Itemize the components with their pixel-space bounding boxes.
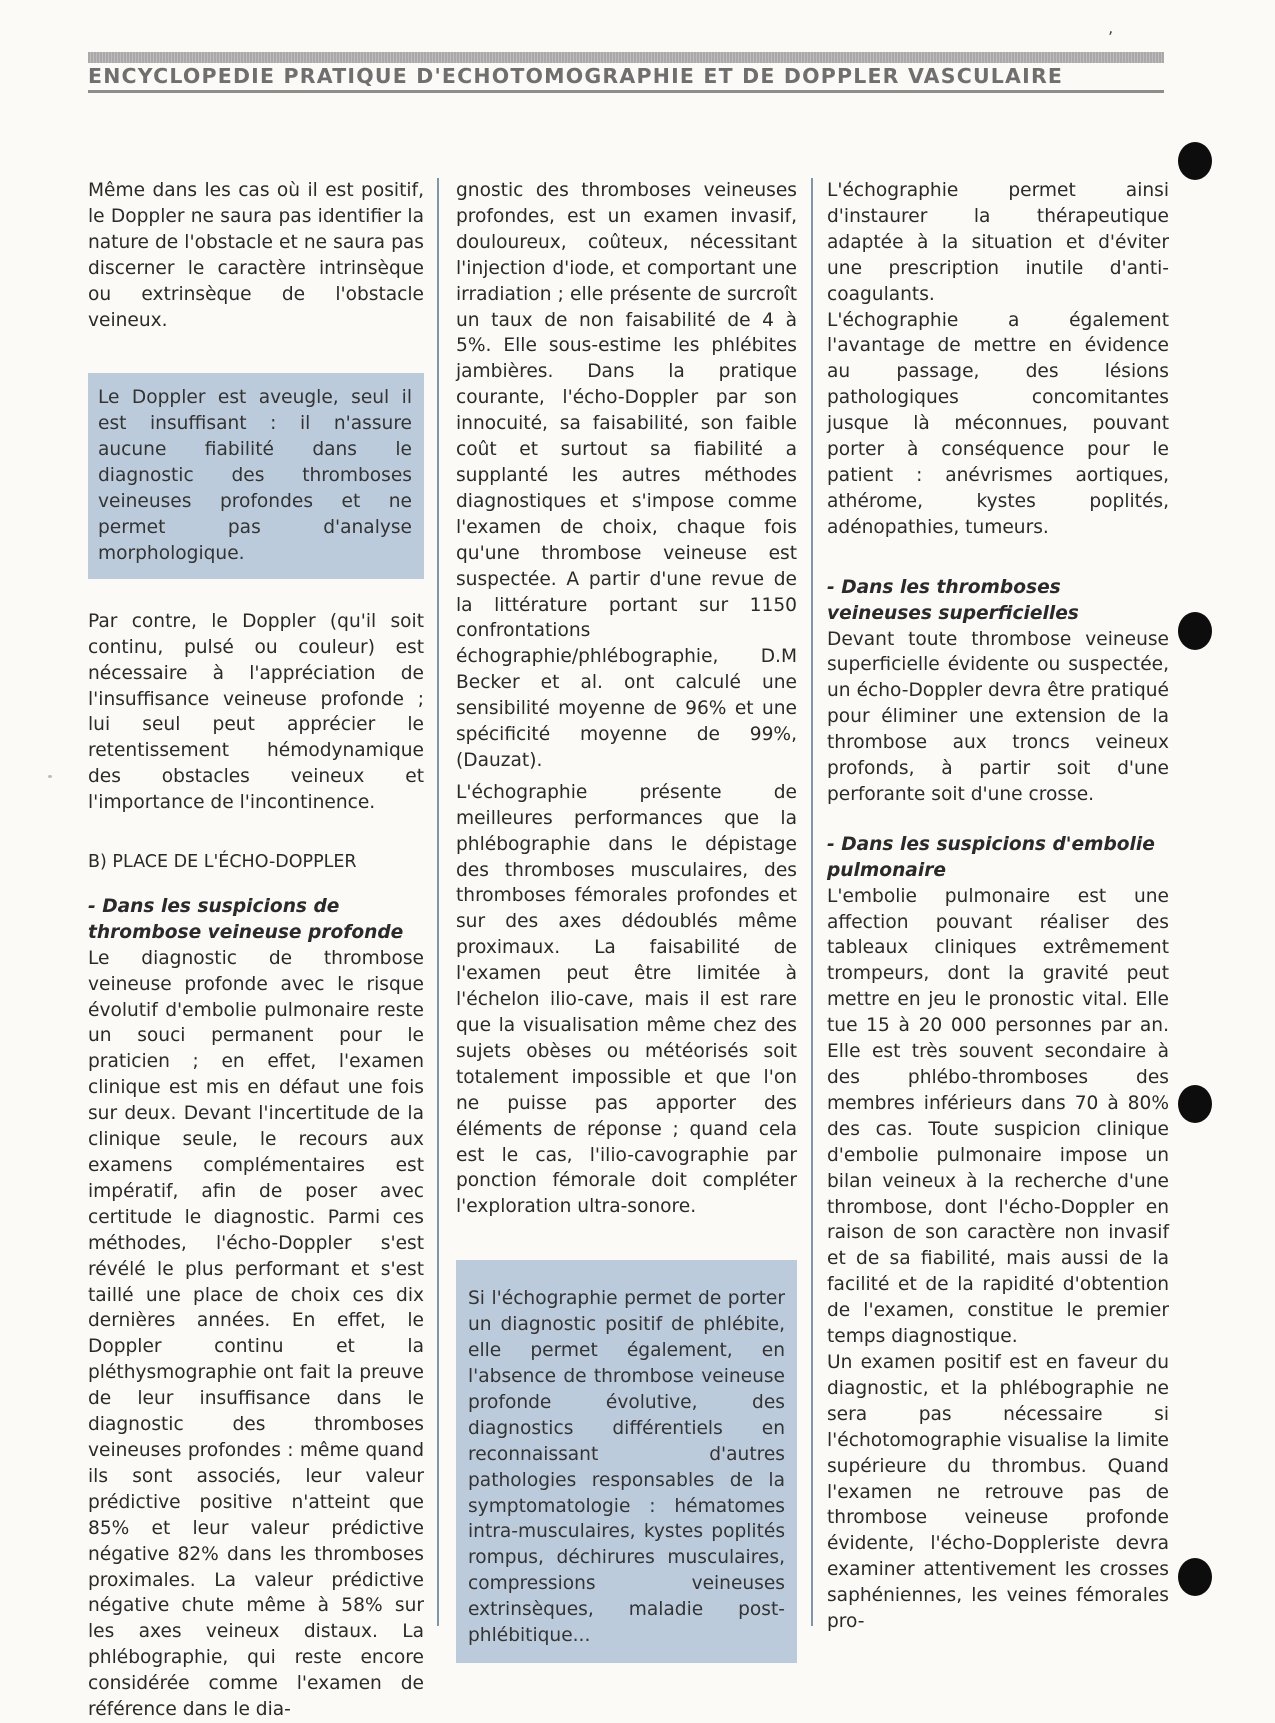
paragraph: Un examen positif est en faveur du diagnostic, et la phlébographie ne sera pas nécessaire si l'échotomographie visualise la limite supérieure du thrombus. Quand l'examen ne retrouve pas de thrombose veineuse profonde évidente, l'écho-Doppleriste devra examiner attentivement les crosses saphéniennes, les veines fémorales pro- [827, 1351, 1169, 1633]
margin-mark: ʼ [1108, 28, 1114, 47]
callout-text: Si l'échographie permet de porter un diagnostic positif de phlébite, elle permet également, en l'absence de thrombose veineuse profonde évolutive, des diagnostics différentiels en reconnaissant d'autres pathologies responsables de la symptomatologie : hématomes intra-musculaires, kystes poplités rompus, déchirures musculaires, compressions veineuses extrinsèques, maladie post-phlébitique... [468, 1288, 785, 1647]
punch-hole [1178, 1085, 1212, 1123]
callout-box-doppler [88, 373, 424, 578]
header-pattern-bar [88, 52, 1164, 63]
running-header-title: ENCYCLOPEDIE PRATIQUE D'ECHOTOMOGRAPHIE ET DE DOPPLER VASCULAIRE [88, 64, 1064, 88]
column-divider-left [437, 178, 439, 1626]
header-rule [88, 90, 1164, 93]
paragraph: L'échographie permet ainsi d'instaurer la thérapeutique adaptée à la situation et d'éviter une prescription inutile d'anti-coagulants. [827, 180, 1169, 305]
paragraph: Par contre, le Doppler (qu'il soit continu, pulsé ou couleur) est nécessaire à l'appréciation de l'insuffisance veineuse profonde ; lui seul peut apprécier le retentissement hémodynamique des obstacles veineux et l'importance de l'incontinence. [88, 610, 424, 814]
column-3 [827, 178, 1169, 1635]
paragraph: L'échographie a également l'avantage de mettre en évidence au passage, des lésions pathologiques concomitantes jusque là méconnues, pouvant porter à conséquence pour le patient : anévrismes aortiques, athérome, kystes poplités, adénopathies, tumeurs. [827, 309, 1169, 538]
subheading-embolie: - Dans les suspicions d'embolie pulmonaire [827, 833, 1155, 881]
paragraph: Devant toute thrombose veineuse superficielle évidente ou suspectée, un écho-Doppler devra être pratiqué pour éliminer une extension de la thrombose aux troncs veineux profonds, à partir soit d'une perforante soit d'une crosse. [827, 628, 1169, 805]
paragraph: L'embolie pulmonaire est une affection pouvant réaliser des tableaux cliniques extrêmement trompeurs, dont la gravité peut mettre en jeu le pronostic vital. Elle tue 15 à 20 000 personnes par an. Elle est très souvent secondaire à des phlébo-thromboses des membres inférieurs dans 70 à 80% des cas. Toute suspicion clinique d'embolie pulmonaire impose un bilan veineux à la recherche d'une thrombose, dont l'écho-Doppler en raison de son caractère non invasif et de sa fiabilité, mais aussi de la facilité et de la rapidité d'obtention de l'examen, constitue le premier temps diagnostique. [827, 885, 1169, 1348]
paragraph: gnostic des thromboses veineuses profondes, est un examen invasif, douloureux, coûteux, nécessitant l'injection d'iode, et comportant une irradiation ; elle présente de surcroît un taux de non faisabilité de 4 à 5%. Elle sous-estime les phlébites jambières. Dans la pratique courante, l'écho-Doppler par son innocuité, sa faisabilité, son faible coût et surtout sa fiabilité a supplanté les autres méthodes diagnostiques et s'impose comme l'examen de choix, chaque fois qu'une thrombose veineuse est suspectée. A partir d'une revue de la littérature portant sur 1150 confrontations échographie/phlébographie, D.M Becker et al. ont calculé une sensibilité moyenne de 96% et une spécificité moyenne de 99%, (Dauzat). [456, 180, 797, 771]
punch-hole [1178, 1558, 1212, 1596]
subheading-tvp: - Dans les suspicions de thrombose veineuse profonde [88, 895, 404, 943]
paragraph: L'échographie présente de meilleures performances que la phlébographie dans le dépistage des thromboses musculaires, des thromboses fémorales profondes et sur des axes dédoublés même proximaux. La faisabilité de l'examen peut être limitée à l'échelon ilio-cave, mais il est rare que la visualisation même chez des sujets obèses ou météorisés soit totalement impossible et que l'on ne puisse pas apporter des éléments de réponse ; quand cela est le cas, l'ilio-cavographie par ponction fémorale doit compléter l'exploration ultra-sonore. [456, 781, 797, 1218]
punch-hole [1178, 142, 1212, 180]
section-title: B) PLACE DE L'ÉCHO-DOPPLER [88, 852, 357, 873]
callout-box-echographie [456, 1260, 797, 1663]
callout-text: Le Doppler est aveugle, seul il est insuffisant : il n'assure aucune fiabilité dans le diagnostic des thromboses veineuses profondes et ne permet pas d'analyse morphologique. [98, 387, 412, 564]
paper-speck [48, 775, 52, 778]
column-2 [456, 178, 797, 1663]
column-divider-right [811, 178, 813, 1626]
subheading-superficielles: - Dans les thromboses veineuses superficielles [827, 576, 1079, 624]
punch-hole [1178, 612, 1212, 650]
paragraph: Le diagnostic de thrombose veineuse profonde avec le risque évolutif d'embolie pulmonaire reste un souci permanent pour le praticien ; en effet, l'examen clinique est mis en défaut une fois sur deux. Devant l'incertitude de la clinique seule, le recours aux examens complémentaires est impératif, afin de poser avec certitude le diagnostic. Parmi ces méthodes, l'écho-Doppler s'est révélé le plus performant et s'est taillé une place de choix ces dix dernières années. En effet, le Doppler continu et la pléthysmographie ont fait la preuve de leur insuffisance dans le diagnostic des thromboses veineuses profondes : même quand ils sont associés, leur valeur prédictive positive n'atteint que 85% et leur valeur prédictive négative 82% dans les thromboses proximales. La valeur prédictive négative chute même à 58% sur les axes veineux distaux. La phlébographie, qui reste encore considérée comme l'examen de référence dans le dia- [88, 947, 424, 1721]
column-1 [88, 178, 424, 1723]
paragraph: Même dans les cas où il est positif, le Doppler ne saura pas identifier la nature de l'obstacle et ne saura pas discerner le caractère intrinsèque ou extrinsèque de l'obstacle veineux. [88, 180, 424, 331]
